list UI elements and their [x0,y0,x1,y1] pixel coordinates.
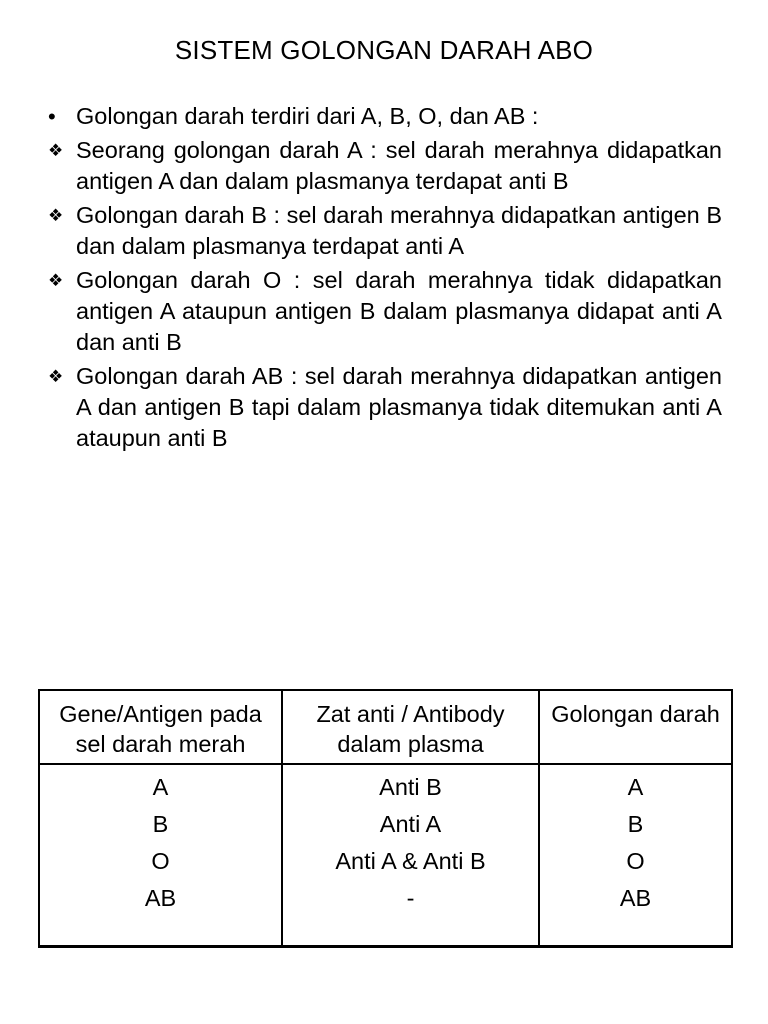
bullet-list [48,101,722,457]
page-title: SISTEM GOLONGAN DARAH ABO [174,35,594,65]
table-cell: A [627,774,644,800]
table-cell: Anti A [379,811,442,837]
diamond-bullet-icon: ❖ [48,141,64,160]
table-cell: B [627,811,644,837]
table-cell: AB [619,885,652,911]
blood-group-column [539,764,732,947]
diamond-bullet-icon: ❖ [48,206,64,225]
table-cell: Anti B [379,774,442,800]
bullet-text: Golongan darah AB : sel darah merahnya didapatkan antigen A dan antigen B tapi dalam plasmanya tidak ditemukan anti A ataupun anti B [76,363,722,451]
table-cell: AB [144,885,177,911]
table-row [39,764,732,947]
bullet-item-blood-groups [48,101,722,132]
bullet-item-group-ab [48,361,722,454]
table-cell: Anti A & Anti B [335,848,486,874]
diamond-bullet-icon: ❖ [48,271,64,290]
table-cell: O [151,848,170,874]
header-antibody: Zat anti / Antibody dalam plasma [282,690,539,764]
antibody-column [282,764,539,947]
table-header-row [39,690,732,764]
table-cell: - [406,885,415,911]
bullet-item-group-a [48,135,722,197]
bullet-text: Golongan darah terdiri dari A, B, O, dan AB : [76,103,539,129]
header-antigen: Gene/Antigen pada sel darah merah [39,690,282,764]
table-cell: B [152,811,169,837]
header-blood-group: Golongan darah [539,690,732,764]
table-cell: A [152,774,169,800]
bullet-item-group-o [48,265,722,358]
bullet-dot-icon: • [48,104,56,129]
antigen-column [39,764,282,947]
bullet-item-group-b [48,200,722,262]
bullet-text: Golongan darah O : sel darah merahnya tidak didapatkan antigen A ataupun antigen B dalam plasmanya didapat anti A dan anti B [76,267,722,355]
table-cell: O [626,848,645,874]
bullet-text: Seorang golongan darah A : sel darah merahnya didapatkan antigen A dan dalam plasmanya terdapat anti B [76,137,722,194]
bullet-text: Golongan darah B : sel darah merahnya didapatkan antigen B dan dalam plasmanya terdapat anti A [76,202,722,259]
blood-group-table [38,689,733,948]
diamond-bullet-icon: ❖ [48,367,64,386]
